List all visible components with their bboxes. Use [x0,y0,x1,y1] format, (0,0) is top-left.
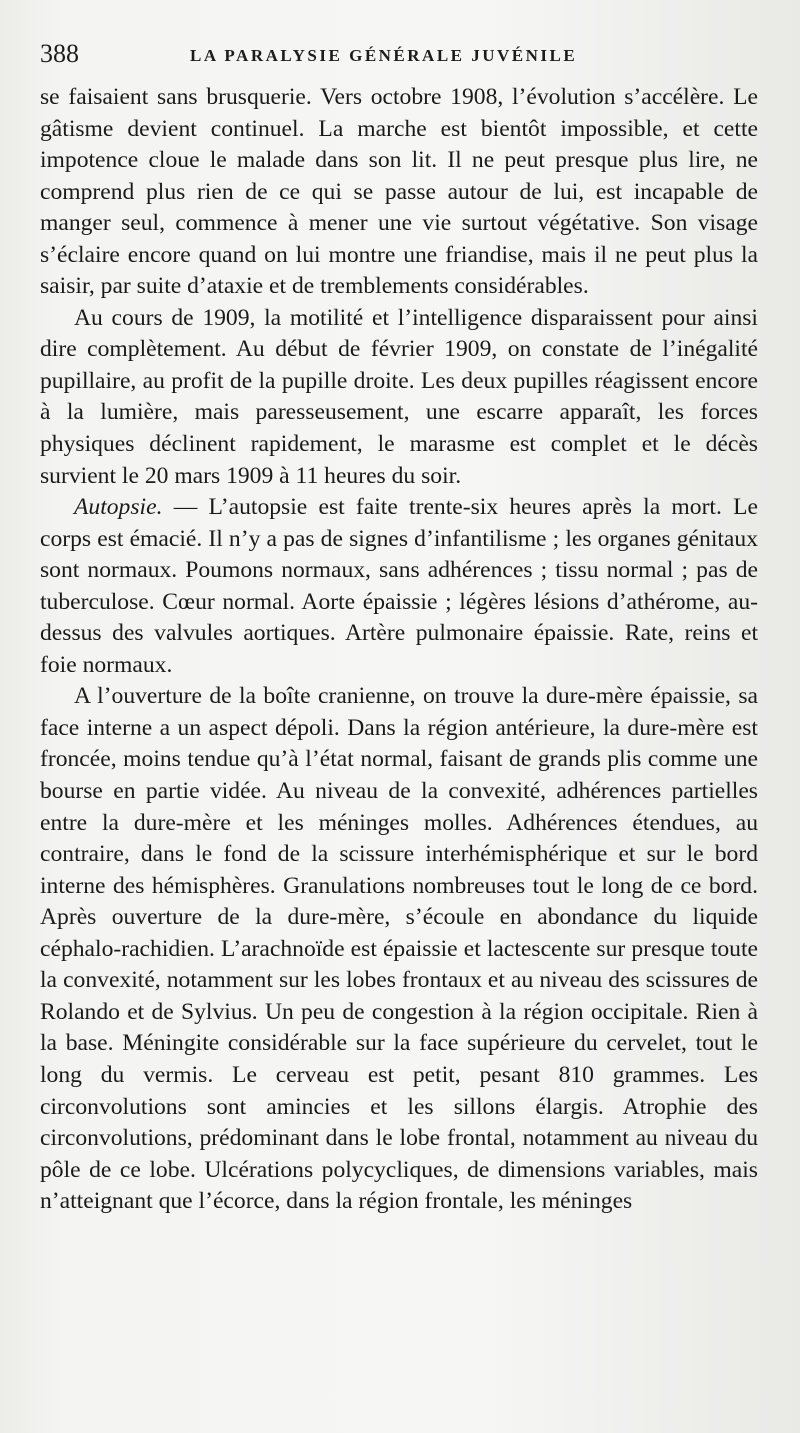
page-number: 388 [40,39,79,68]
running-title: LA PARALYSIE GÉNÉRALE JUVÉNILE [190,46,578,65]
paragraph-cranium: A l’ouverture de la boîte cranienne, on trouve la dure-mère épaissie, sa face interne a un aspect dépoli. Dans la région antérieure, la dure-mère est froncée, moins tendue qu’à l’état normal, faisant de grands plis comme une bourse en partie vidée. Au niveau de la convexité, adhérences partielles entre la dure-mère et les méninges molles. Adhérences étendues, au contraire, dans le fond de la scissure interhémisphérique et sur le bord interne des hémisphères. Granulations nombreuses tout le long de ce bord. Après ouverture de la dure-mère, s’écoule en abondance du liquide céphalo-rachidien. L’arachnoïde est épaissie et lactescente sur presque toute la convexité, notamment sur les lobes frontaux et au niveau des scissures de Rolando et de Sylvius. Un peu de congestion à la région occipitale. Rien à la base. Méningite considérable sur la face supérieure du cervelet, tout le long du vermis. Le cerveau est petit, pesant 810 grammes. Les circonvolutions sont amincies et les sillons élargis. Atrophie des circonvolutions, prédominant dans le lobe frontal, notamment au niveau du pôle de ce lobe. Ulcérations polycycliques, de dimensions variables, mais n’atteignant que l’écorce, dans la région frontale, les méninges [40,683,758,1215]
running-head [40,36,760,76]
body-text [40,82,758,1218]
autopsy-heading: Autopsie. [74,494,163,521]
paragraph-evolution: se faisaient sans brusquerie. Vers octobre 1908, l’évolution s’accélère. Le gâtisme devient continuel. La marche est bientôt impossible, et cette impotence cloue le malade dans son lit. Il ne peut presque plus lire, ne comprend plus rien de ce qui se passe autour de lui, est incapable de manger seul, commence à mener une vie surtout végétative. Son visage s’éclaire encore quand on lui montre une friandise, mais il ne peut plus la saisir, par suite d’ataxie et de tremblements considérables. [40,84,758,300]
paragraph-decline: Au cours de 1909, la motilité et l’intelligence disparaissent pour ainsi dire complètement. Au début de février 1909, on constate de l’inégalité pupillaire, au profit de la pupille droite. Les deux pupilles réagissent encore à la lumière, mais paresseusement, une escarre apparaît, les forces physiques déclinent rapidement, le marasme est complet et le décès survient le 20 mars 1909 à 11 heures du soir. [40,304,758,489]
paragraph-autopsy [40,492,758,681]
autopsy-text: — L’autopsie est faite trente-six heures après la mort. Le corps est émacié. Il n’y a pas de signes d’infantilisme ; les organes génitaux sont normaux. Poumons normaux, sans adhérences ; tissu normal ; pas de tuberculose. Cœur normal. Aorte épaissie ; légères lésions d’athérome, au-dessus des valvules aortiques. Artère pulmonaire épaissie. Rate, reins et foie normaux. [40,494,758,678]
